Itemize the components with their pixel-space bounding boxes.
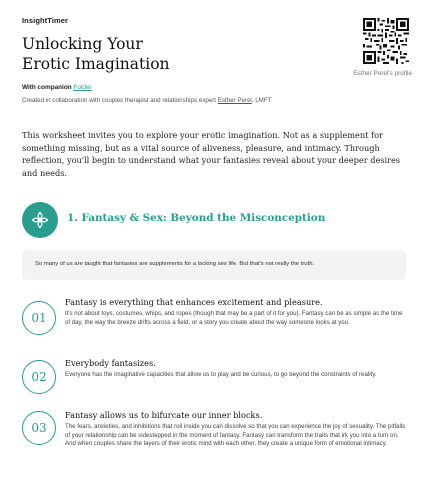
point-item [22,358,406,394]
companion-folder-link[interactable]: Folder [73,84,92,91]
point-number-badge [22,360,56,394]
point-item [22,410,406,470]
point-body: Everyone has the imaginative capacities that allow us to play and be curious, to go beyond the constraints of reality. [65,371,377,378]
companion-label: With companion [22,84,72,91]
point-number-badge [22,301,56,335]
title-line-2: Erotic Imagination [22,55,170,73]
section-title: 1. Fantasy & Sex: Beyond the Misconception [67,212,326,224]
collab-prefix: Created in collaboration with couples therapist and relationships expert [22,97,216,104]
collab-suffix: , LMFT [251,97,272,104]
point-body: The fears, anxieties, and inhibitions that roil inside you can dissolve so that you can experience the joy of sexuality. The pitfalls of your relationship can be sidestepped in the moment of fantasy. Fantasy can transform the traits that irk you into a turn on. And when couples share the layers of their erotic mind with each other, they create a unique form of emotional intimacy. [65,423,406,448]
qr-code-icon[interactable] [363,18,409,64]
title-line-1: Unlocking Your [22,35,143,53]
page-title [22,34,282,74]
point-number: 02 [31,370,47,384]
quote-box [22,250,406,280]
point-body: It's not about toys, costumes, whips, and ropes (though that may be a part of it for you). Fantasy can be as simple as the time of day, the way the breeze drifts across a field, or a story you create about the way someone looks at you. [65,310,403,326]
collaboration-line [22,97,271,104]
esther-perel-link[interactable]: Esther Perel [217,97,252,104]
flower-icon [31,211,49,229]
quote-text: So many of us are taught that fantasies are supplements for a lacking sex life. But that's not really the truth. [35,261,315,267]
point-number-badge [22,411,56,445]
point-title: Fantasy allows us to bifurcate our inner blocks. [65,410,263,420]
intro-paragraph: This worksheet invites you to explore your erotic imagination. Not as a supplement for something missing, but as a vital source of aliveness, pleasure, and intimacy. Through reflection, you'll begin to understand what your fantasies reveal about your deeper desires and needs. [22,130,401,178]
qr-caption: Esther Perel's profile [353,70,412,77]
brand-logo: InsightTimer [22,16,69,25]
point-title: Fantasy is everything that enhances excitement and pleasure. [65,297,323,307]
point-number: 01 [31,311,47,325]
section-badge [22,202,58,238]
point-title: Everybody fantasizes. [65,358,156,368]
point-number: 03 [31,421,47,435]
companion-line [22,84,92,91]
point-item [22,297,406,341]
